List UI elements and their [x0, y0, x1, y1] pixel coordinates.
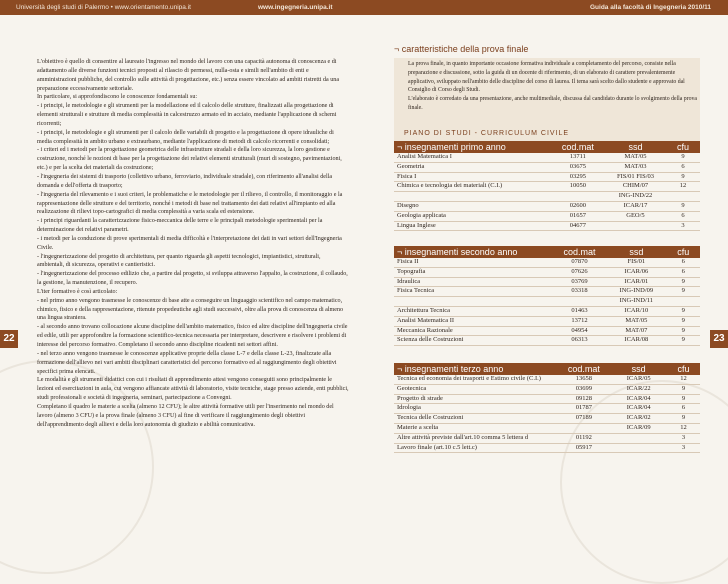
column-header: cod.mat: [557, 363, 610, 375]
course-name: Lavoro finale (art.10 c.5 lett.c): [394, 443, 557, 453]
header-guide-title: Guida alla facoltà di Ingegneria 2010/11: [590, 4, 712, 11]
course-ssd: MAT/05: [605, 153, 666, 162]
course-ssd: ING-IND/09: [606, 287, 666, 297]
course-cfu: 12: [666, 182, 700, 192]
course-name: Disegno: [394, 201, 551, 211]
page-number-right: 23: [710, 330, 728, 348]
course-code: 09128: [557, 394, 610, 404]
course-name: Chimica e tecnologia dei materiali (C.I.): [394, 182, 551, 192]
course-cfu: [666, 297, 700, 307]
table-row: [394, 297, 700, 307]
course-code: 03318: [553, 287, 607, 297]
table-row: [394, 414, 700, 424]
final-exam-paragraph: La prova finale, in quanto importante occasione formativa individuale a completamento del percorso, consiste nella preparazione e discussione, sotto la guida di un docente di riferimento, di un elaborato di carattere prevalentemente applicativo, sviluppato nell'ambito delle discipline del corso di laurea. Il tema sarà scelto dallo studente e approvato dal Consiglio di Corso degli Studi.: [408, 61, 685, 94]
course-cfu: 3: [667, 433, 700, 443]
course-name: [394, 192, 551, 202]
year-2-table: [394, 246, 700, 346]
course-ssd: MAT/05: [606, 316, 666, 326]
table-row: [394, 404, 700, 414]
course-ssd: [610, 443, 667, 453]
table-row: [394, 287, 700, 297]
year-3-table: [394, 363, 700, 453]
course-code: 03769: [553, 277, 607, 287]
course-cfu: 9: [666, 316, 700, 326]
course-ssd: CHIM/07: [605, 182, 666, 192]
table-row: [394, 221, 700, 231]
course-cfu: 9: [666, 201, 700, 211]
course-code: 13711: [551, 153, 605, 162]
course-name: Materie a scelta: [394, 423, 557, 433]
course-name: Fisica I: [394, 172, 551, 182]
course-ssd: [610, 433, 667, 443]
course-name: Altre attività previste dall'art.10 comma 5 lettera d: [394, 433, 557, 443]
course-ssd: ICAR/04: [610, 404, 667, 414]
course-code: 04677: [551, 221, 605, 231]
course-name: Progetto di strade: [394, 394, 557, 404]
course-code: 01657: [551, 211, 605, 221]
course-name: Idrologia: [394, 404, 557, 414]
course-ssd: ING-IND/11: [606, 297, 666, 307]
header-university: Università degli studi di Palermo • www.orientamento.unipa.it: [16, 4, 191, 11]
course-cfu: 9: [666, 287, 700, 297]
course-cfu: 9: [667, 384, 700, 394]
table-row: [394, 162, 700, 172]
final-exam-text: [408, 60, 698, 113]
course-ssd: ICAR/10: [606, 306, 666, 316]
course-cfu: 6: [666, 258, 700, 267]
table-row: [394, 375, 700, 384]
table-header-row: [394, 246, 700, 258]
body-paragraph: - i metodi per la conduzione di prove sperimentali di media difficoltà e l'interpretazione dei dati in vari settori dell'Ingegneria Civile.: [37, 235, 342, 251]
course-ssd: MAT/03: [605, 162, 666, 172]
course-code: 01192: [557, 433, 610, 443]
course-cfu: 12: [667, 375, 700, 384]
course-code: 03295: [551, 172, 605, 182]
course-cfu: 9: [666, 336, 700, 346]
course-name: Topografia: [394, 267, 553, 277]
course-code: [557, 423, 610, 433]
column-header: ssd: [606, 246, 666, 258]
body-paragraph: L'iter formativo è così articolato:: [37, 288, 118, 295]
body-paragraph: - nel primo anno vengono trasmesse le conoscenze di base atte a conseguire un linguaggio scientifico nel campo matematico, chimico, fisico e della rappresentazione, ritenute propedeutiche agli studi successivi, oltre alla prova di conoscenza di almeno una lingua straniera.: [37, 297, 344, 322]
course-code: [551, 192, 605, 202]
table-row: [394, 326, 700, 336]
course-code: 10050: [551, 182, 605, 192]
course-code: 03699: [557, 384, 610, 394]
course-ssd: ICAR/06: [606, 267, 666, 277]
table-header-row: [394, 363, 700, 375]
course-ssd: ICAR/04: [610, 394, 667, 404]
final-exam-title: ¬ caratteristiche della prova finale: [394, 44, 529, 54]
course-name: Idraulica: [394, 277, 553, 287]
year-title: ¬ insegnamenti primo anno: [394, 141, 551, 153]
course-name: Geotecnica: [394, 384, 557, 394]
course-name: Fisica Tecnica: [394, 287, 553, 297]
table-row: [394, 172, 700, 182]
column-header: cod.mat: [553, 246, 607, 258]
year-title: ¬ insegnamenti terzo anno: [394, 363, 557, 375]
table-header-row: [394, 141, 700, 153]
course-cfu: 9: [667, 414, 700, 424]
table-row: [394, 394, 700, 404]
column-header: cod.mat: [551, 141, 605, 153]
table-row: [394, 443, 700, 453]
course-ssd: MAT/07: [606, 326, 666, 336]
course-ssd: ICAR/08: [606, 336, 666, 346]
course-ssd: ICAR/02: [610, 414, 667, 424]
course-cfu: 6: [667, 404, 700, 414]
curriculum-label: PIANO DI STUDI - CURRICULUM CIVILE: [404, 130, 570, 137]
table-row: [394, 258, 700, 267]
course-cfu: 12: [667, 423, 700, 433]
table-row: [394, 423, 700, 433]
table-row: [394, 384, 700, 394]
course-cfu: 6: [666, 211, 700, 221]
final-exam-paragraph: L'elaborato è corredato da una presentazione, anche multimediale, discussa dal candidato durante lo svolgimento della prova finale.: [408, 96, 698, 111]
body-paragraph: Le modalità e gli strumenti didattici con cui i risultati di apprendimento attesi vengono conseguiti sono principalmente le lezioni ed esercitazioni in aula, cui vengono affiancate attività di laboratorio, visite tecniche, stage presso aziende, enti pubblici, studi professionali e società di ingegneria, seminari, partecipazione a Convegni.: [37, 377, 349, 402]
table-row: [394, 336, 700, 346]
course-name: Fisica II: [394, 258, 553, 267]
column-header: cfu: [666, 141, 700, 153]
course-ssd: ING-IND/22: [605, 192, 666, 202]
course-name: Scienza delle Costruzioni: [394, 336, 553, 346]
course-cfu: 3: [666, 221, 700, 231]
body-paragraph: - i criteri ed i metodi per la progettazione geometrica delle infrastrutture stradali e della loro sicurezza, la loro gestione e costruzione, nonché le nozioni di base per la progettazione dei relativi elementi strutturali (muri di sostegno, pavimentazioni, etc.) e per la scelta dei materiali da costruzione;: [37, 147, 342, 172]
course-code: 03675: [551, 162, 605, 172]
body-paragraph: - al secondo anno trovano collocazione alcune discipline dell'ambito matematico, fisico ed altre discipline dell'ingegneria civile ed edile, utili per approfondire la formazione scientifico-tecnica necessaria per interpretare, descrivere e risolvere i problemi di interesse del percorso formativo. Completano il secondo anno discipline ricadenti nei settori affini.: [37, 324, 348, 348]
table-row: [394, 316, 700, 326]
course-code: 04954: [553, 326, 607, 336]
course-code: 05917: [557, 443, 610, 453]
course-ssd: ICAR/22: [610, 384, 667, 394]
body-paragraph: In particolare, si approfondiscono le conoscenze fondamentali su:: [37, 94, 198, 101]
body-paragraph: - l'ingegnerizzazione del processo edilizio che, a partire dal progetto, si sviluppa attraverso l'appalto, la costruzione, il collaudo, la gestione, la manutenzione, il recupero.: [37, 271, 348, 287]
body-paragraph: - l'ingegneria del rilevamento e i suoi criteri, le problematiche e le metodologie per il rilievo, il controllo, il monitoraggio e la rappresentazione delle strutture e del territorio, nonché i metodi di base nel trattamento dei dati relativi all'impianto ed alla realizzazione di rilievi topo-cartografici di media complessità a varia scala ed estensione.: [37, 191, 343, 216]
column-header: ssd: [610, 363, 667, 375]
course-name: Tecnica delle Costruzioni: [394, 414, 557, 424]
header-website: www.ingegneria.unipa.it: [258, 4, 333, 11]
table-row: [394, 306, 700, 316]
table-row: [394, 182, 700, 192]
course-name: Analisi Matematica I: [394, 153, 551, 162]
body-paragraph: - i principi, le metodologie e gli strumenti per la modellazione ed il calcolo delle strutture, finalizzati alla progettazione di elementi strutturali e strutture di media complessità in calcestruzzo armato ed in acciaio, mediante l'applicazione di schemi ricorrenti;: [37, 103, 337, 127]
course-name: Meccanica Razionale: [394, 326, 553, 336]
column-header: ssd: [605, 141, 666, 153]
course-ssd: ICAR/05: [610, 375, 667, 384]
left-text-column: [37, 58, 349, 429]
course-cfu: 9: [666, 326, 700, 336]
table-row: [394, 192, 700, 202]
course-code: 01463: [553, 306, 607, 316]
course-code: 07189: [557, 414, 610, 424]
body-paragraph: - i principi riguardanti la caratterizzazione fisico-meccanica delle terre e le principali metodologie sperimentali per la determinazione dei relativi parametri.: [37, 218, 323, 234]
body-paragraph: - i principi, le metodologie e gli strumenti per il calcolo delle variabili di progetto e la progettazione di opere idrauliche di media complessità in ambito urbano e extraurbano, mediante l'applicazione di metodi di calcolo ricorrenti e consolidati;: [37, 129, 334, 145]
course-name: Architettura Tecnica: [394, 306, 553, 316]
column-header: cfu: [666, 246, 700, 258]
column-header: cfu: [667, 363, 700, 375]
course-name: Geometria: [394, 162, 551, 172]
course-ssd: [605, 221, 666, 231]
course-cfu: 9: [666, 153, 700, 162]
body-paragraph: - l'ingegnerizzazione del progetto di architettura, per quanto riguarda gli aspetti tecnologici, impiantistici, strutturali, ambientali, di sicurezza, operativi e cantieristici.: [37, 253, 321, 269]
course-ssd: FIS/01 FIS/03: [605, 172, 666, 182]
course-cfu: 9: [666, 306, 700, 316]
course-cfu: 9: [666, 172, 700, 182]
course-code: 13658: [557, 375, 610, 384]
course-code: [553, 297, 607, 307]
body-paragraph: - l'ingegneria dei sistemi di trasporto (collettivo urbano, ferroviario, individuale stradale), con riferimento all'analisi della domanda e dell'offerta di trasporto;: [37, 173, 333, 189]
table-row: [394, 201, 700, 211]
table-row: [394, 153, 700, 162]
table-row: [394, 433, 700, 443]
course-cfu: 3: [667, 443, 700, 453]
table-row: [394, 267, 700, 277]
body-paragraph: L'obiettivo è quello di consentire al laureato l'ingresso nel mondo del lavoro con una capacità autonoma di conoscenza e di adattamento alle diverse funzioni tecnici proposti al rilascio di permessi, nulla-osta e simili nell'ambito di enti e amministrazioni pubbliche, del controllo sulle attività di progettazione, etc.) senza essere vincolato ad ambiti ristretti da una preparazione eccessivamente settoriale.: [37, 59, 340, 92]
body-paragraph: Completano il quadro le materie a scelta (almeno 12 CFU); le altre attività formative utili per l'inserimento nel mondo del lavoro (almeno 3 CFU) e la prova finale (almeno 3 CFU) al fine di verificare il raggiungimento degli obiettivi dell'apprendimento degli allievi e della loro autonomia di giudizio e abilità comunicativa.: [37, 403, 334, 428]
page-number-left: 22: [0, 330, 18, 348]
course-ssd: ICAR/01: [606, 277, 666, 287]
course-cfu: 9: [667, 394, 700, 404]
table-row: [394, 277, 700, 287]
course-code: 02600: [551, 201, 605, 211]
course-ssd: FIS/01: [606, 258, 666, 267]
course-cfu: 9: [666, 277, 700, 287]
course-ssd: GEO/5: [605, 211, 666, 221]
course-code: 13712: [553, 316, 607, 326]
course-code: 01787: [557, 404, 610, 414]
course-cfu: [666, 192, 700, 202]
course-cfu: 6: [666, 162, 700, 172]
header-bar: [0, 0, 728, 15]
course-name: [394, 297, 553, 307]
course-ssd: ICAR/17: [605, 201, 666, 211]
year-title: ¬ insegnamenti secondo anno: [394, 246, 553, 258]
course-name: Geologia applicata: [394, 211, 551, 221]
course-name: Tecnica ed economia dei trasporti e Estimo civile (C.I.): [394, 375, 557, 384]
course-code: 07626: [553, 267, 607, 277]
course-code: 06313: [553, 336, 607, 346]
course-cfu: 6: [666, 267, 700, 277]
course-name: Analisi Matematica II: [394, 316, 553, 326]
course-ssd: ICAR/09: [610, 423, 667, 433]
course-name: Lingua Inglese: [394, 221, 551, 231]
body-paragraph: - nel terzo anno vengono trasmesse le conoscenze applicative proprie della classe L-7 e della classe L-23, finalizzate alla formazione dell'allievo nei vari ambiti disciplinari caratteristici del percorso formativo ed al raggiungimento degli obiettivi specifici prima elencati.: [37, 350, 337, 375]
table-row: [394, 211, 700, 221]
year-1-table: [394, 141, 700, 231]
course-code: 07870: [553, 258, 607, 267]
